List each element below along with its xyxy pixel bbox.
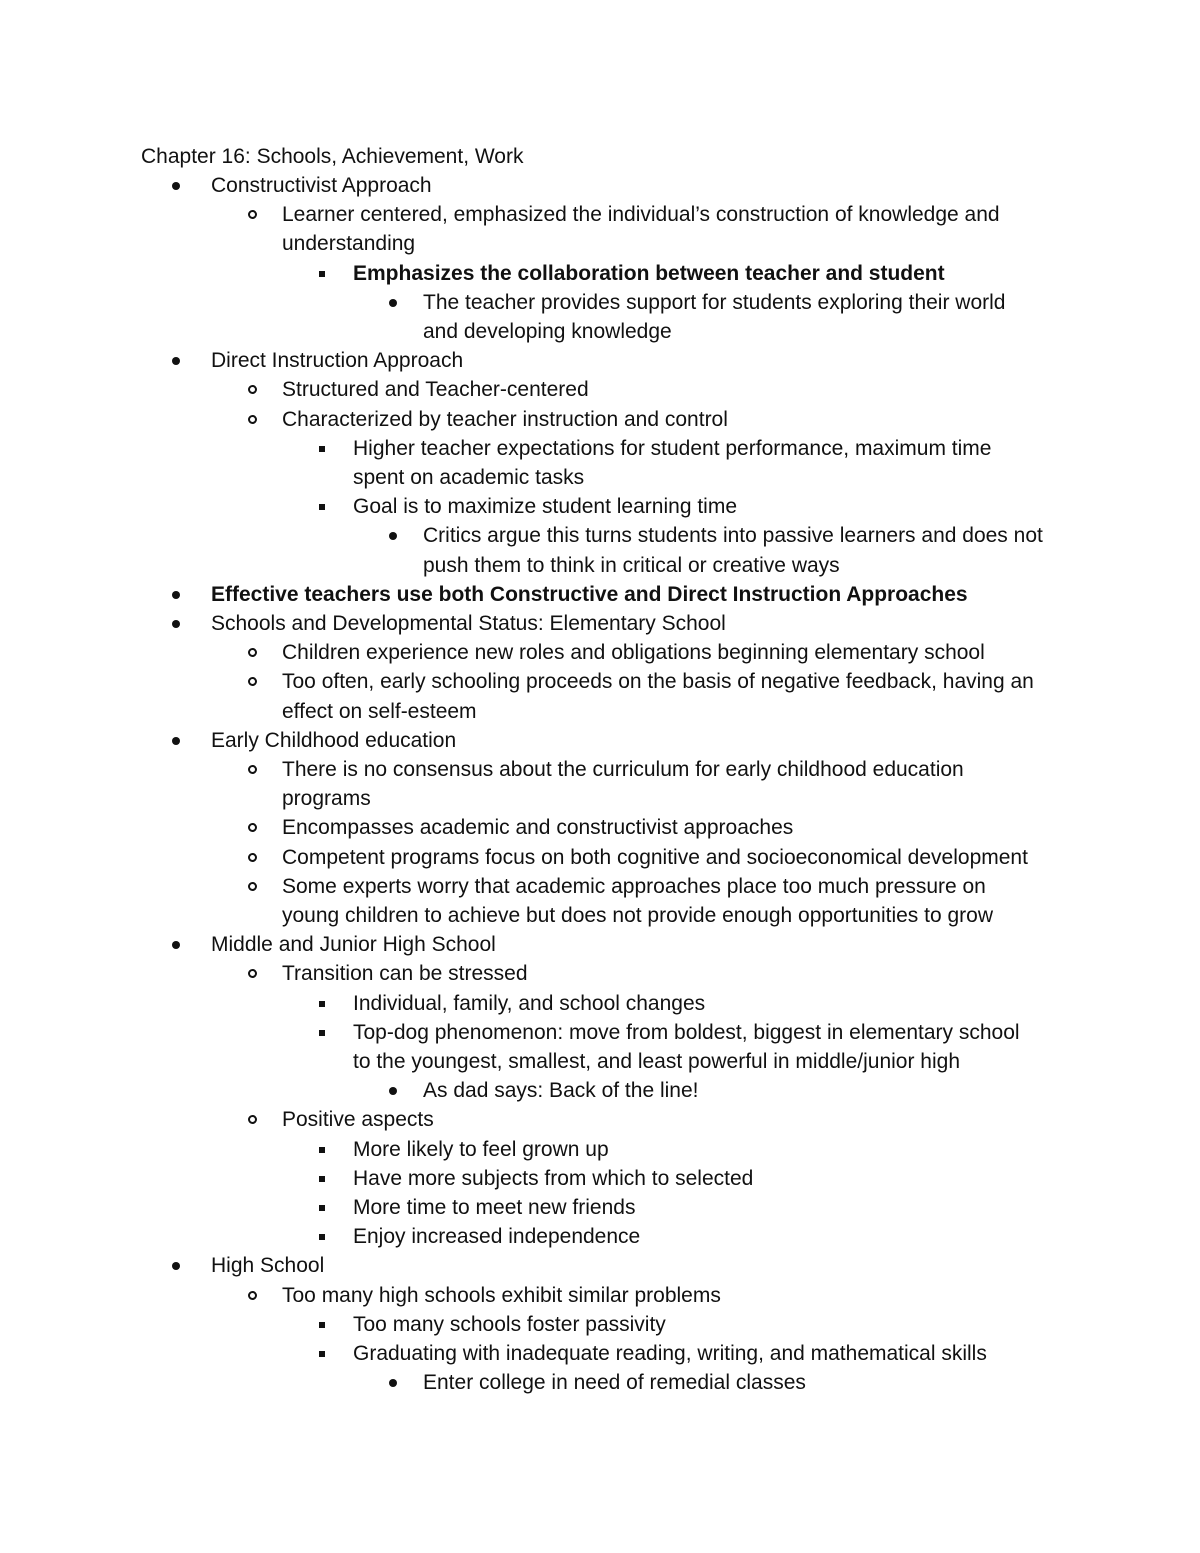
document-title: Chapter 16: Schools, Achievement, Work [141, 145, 524, 168]
bullet-disc-icon [172, 620, 180, 628]
bullet-square-icon [319, 1147, 325, 1153]
list-item-level-2: Too many high schools exhibit similar problems [282, 1284, 721, 1307]
list-item-level-2: Some experts worry that academic approaches place too much pressure on [282, 875, 986, 898]
list-item-level-3: Too many schools foster passivity [353, 1313, 666, 1336]
list-item-level-4: As dad says: Back of the line! [423, 1079, 699, 1102]
bullet-circle-icon [248, 648, 257, 657]
list-item-level-1: Effective teachers use both Constructive and Direct Instruction Approaches [211, 583, 968, 606]
bullet-disc-icon [389, 1379, 397, 1387]
list-item-level-2: Encompasses academic and constructivist approaches [282, 816, 794, 839]
bullet-square-icon [319, 1234, 325, 1240]
list-item-level-2-continuation: effect on self-esteem [282, 700, 477, 723]
list-item-level-3-continuation: spent on academic tasks [353, 466, 585, 489]
list-item-level-4: Enter college in need of remedial classes [423, 1371, 806, 1394]
bullet-square-icon [319, 1322, 325, 1328]
list-item-level-3: More time to meet new friends [353, 1196, 636, 1219]
bullet-circle-icon [248, 415, 257, 424]
bullet-disc-icon [172, 1262, 180, 1270]
bullet-disc-icon [389, 1087, 397, 1095]
bullet-circle-icon [248, 882, 257, 891]
list-item-level-2: Characterized by teacher instruction and control [282, 408, 728, 431]
bullet-square-icon [319, 1176, 325, 1182]
bullet-square-icon [319, 1030, 325, 1036]
list-item-level-3: Top-dog phenomenon: move from boldest, biggest in elementary school [353, 1021, 1020, 1044]
list-item-level-2: Transition can be stressed [282, 962, 528, 985]
list-item-level-3: Enjoy increased independence [353, 1225, 641, 1248]
bullet-disc-icon [389, 532, 397, 540]
bullet-circle-icon [248, 1291, 257, 1300]
bullet-disc-icon [172, 591, 180, 599]
bullet-square-icon [319, 271, 325, 277]
bullet-circle-icon [248, 969, 257, 978]
list-item-level-3: Emphasizes the collaboration between teacher and student [353, 262, 945, 285]
list-item-level-3-continuation: to the youngest, smallest, and least powerful in middle/junior high [353, 1050, 961, 1073]
list-item-level-3: Graduating with inadequate reading, writing, and mathematical skills [353, 1342, 987, 1365]
list-item-level-2: Competent programs focus on both cognitive and socioeconomical development [282, 846, 1028, 869]
list-item-level-4: Critics argue this turns students into passive learners and does not [423, 524, 1043, 547]
bullet-disc-icon [389, 299, 397, 307]
list-item-level-4: The teacher provides support for students exploring their world [423, 291, 1006, 314]
bullet-disc-icon [172, 182, 180, 190]
list-item-level-1: Schools and Developmental Status: Elementary School [211, 612, 726, 635]
bullet-circle-icon [248, 823, 257, 832]
bullet-square-icon [319, 1001, 325, 1007]
list-item-level-4-continuation: push them to think in critical or creative ways [423, 554, 840, 577]
list-item-level-3: Have more subjects from which to selected [353, 1167, 754, 1190]
list-item-level-2: Positive aspects [282, 1108, 434, 1131]
list-item-level-2: Children experience new roles and obligations beginning elementary school [282, 641, 985, 664]
list-item-level-1: Constructivist Approach [211, 174, 432, 197]
list-item-level-2-continuation: understanding [282, 232, 416, 255]
bullet-circle-icon [248, 385, 257, 394]
list-item-level-2: Too often, early schooling proceeds on the basis of negative feedback, having an [282, 670, 1034, 693]
bullet-square-icon [319, 504, 325, 510]
bullet-circle-icon [248, 210, 257, 219]
bullet-circle-icon [248, 677, 257, 686]
list-item-level-2-continuation: young children to achieve but does not provide enough opportunities to grow [282, 904, 993, 927]
bullet-circle-icon [248, 765, 257, 774]
list-item-level-4-continuation: and developing knowledge [423, 320, 672, 343]
bullet-disc-icon [172, 357, 180, 365]
bullet-circle-icon [248, 853, 257, 862]
bullet-square-icon [319, 446, 325, 452]
list-item-level-2: Structured and Teacher-centered [282, 378, 589, 401]
list-item-level-3: More likely to feel grown up [353, 1138, 609, 1161]
bullet-disc-icon [172, 737, 180, 745]
list-item-level-3: Higher teacher expectations for student performance, maximum time [353, 437, 992, 460]
list-item-level-1: Middle and Junior High School [211, 933, 496, 956]
bullet-circle-icon [248, 1115, 257, 1124]
list-item-level-2-continuation: programs [282, 787, 371, 810]
list-item-level-2: Learner centered, emphasized the individual’s construction of knowledge and [282, 203, 1000, 226]
bullet-disc-icon [172, 941, 180, 949]
list-item-level-3: Individual, family, and school changes [353, 992, 706, 1015]
list-item-level-2: There is no consensus about the curriculum for early childhood education [282, 758, 964, 781]
list-item-level-1: High School [211, 1254, 325, 1277]
list-item-level-1: Direct Instruction Approach [211, 349, 464, 372]
bullet-square-icon [319, 1205, 325, 1211]
list-item-level-3: Goal is to maximize student learning time [353, 495, 737, 518]
list-item-level-1: Early Childhood education [211, 729, 457, 752]
bullet-square-icon [319, 1351, 325, 1357]
